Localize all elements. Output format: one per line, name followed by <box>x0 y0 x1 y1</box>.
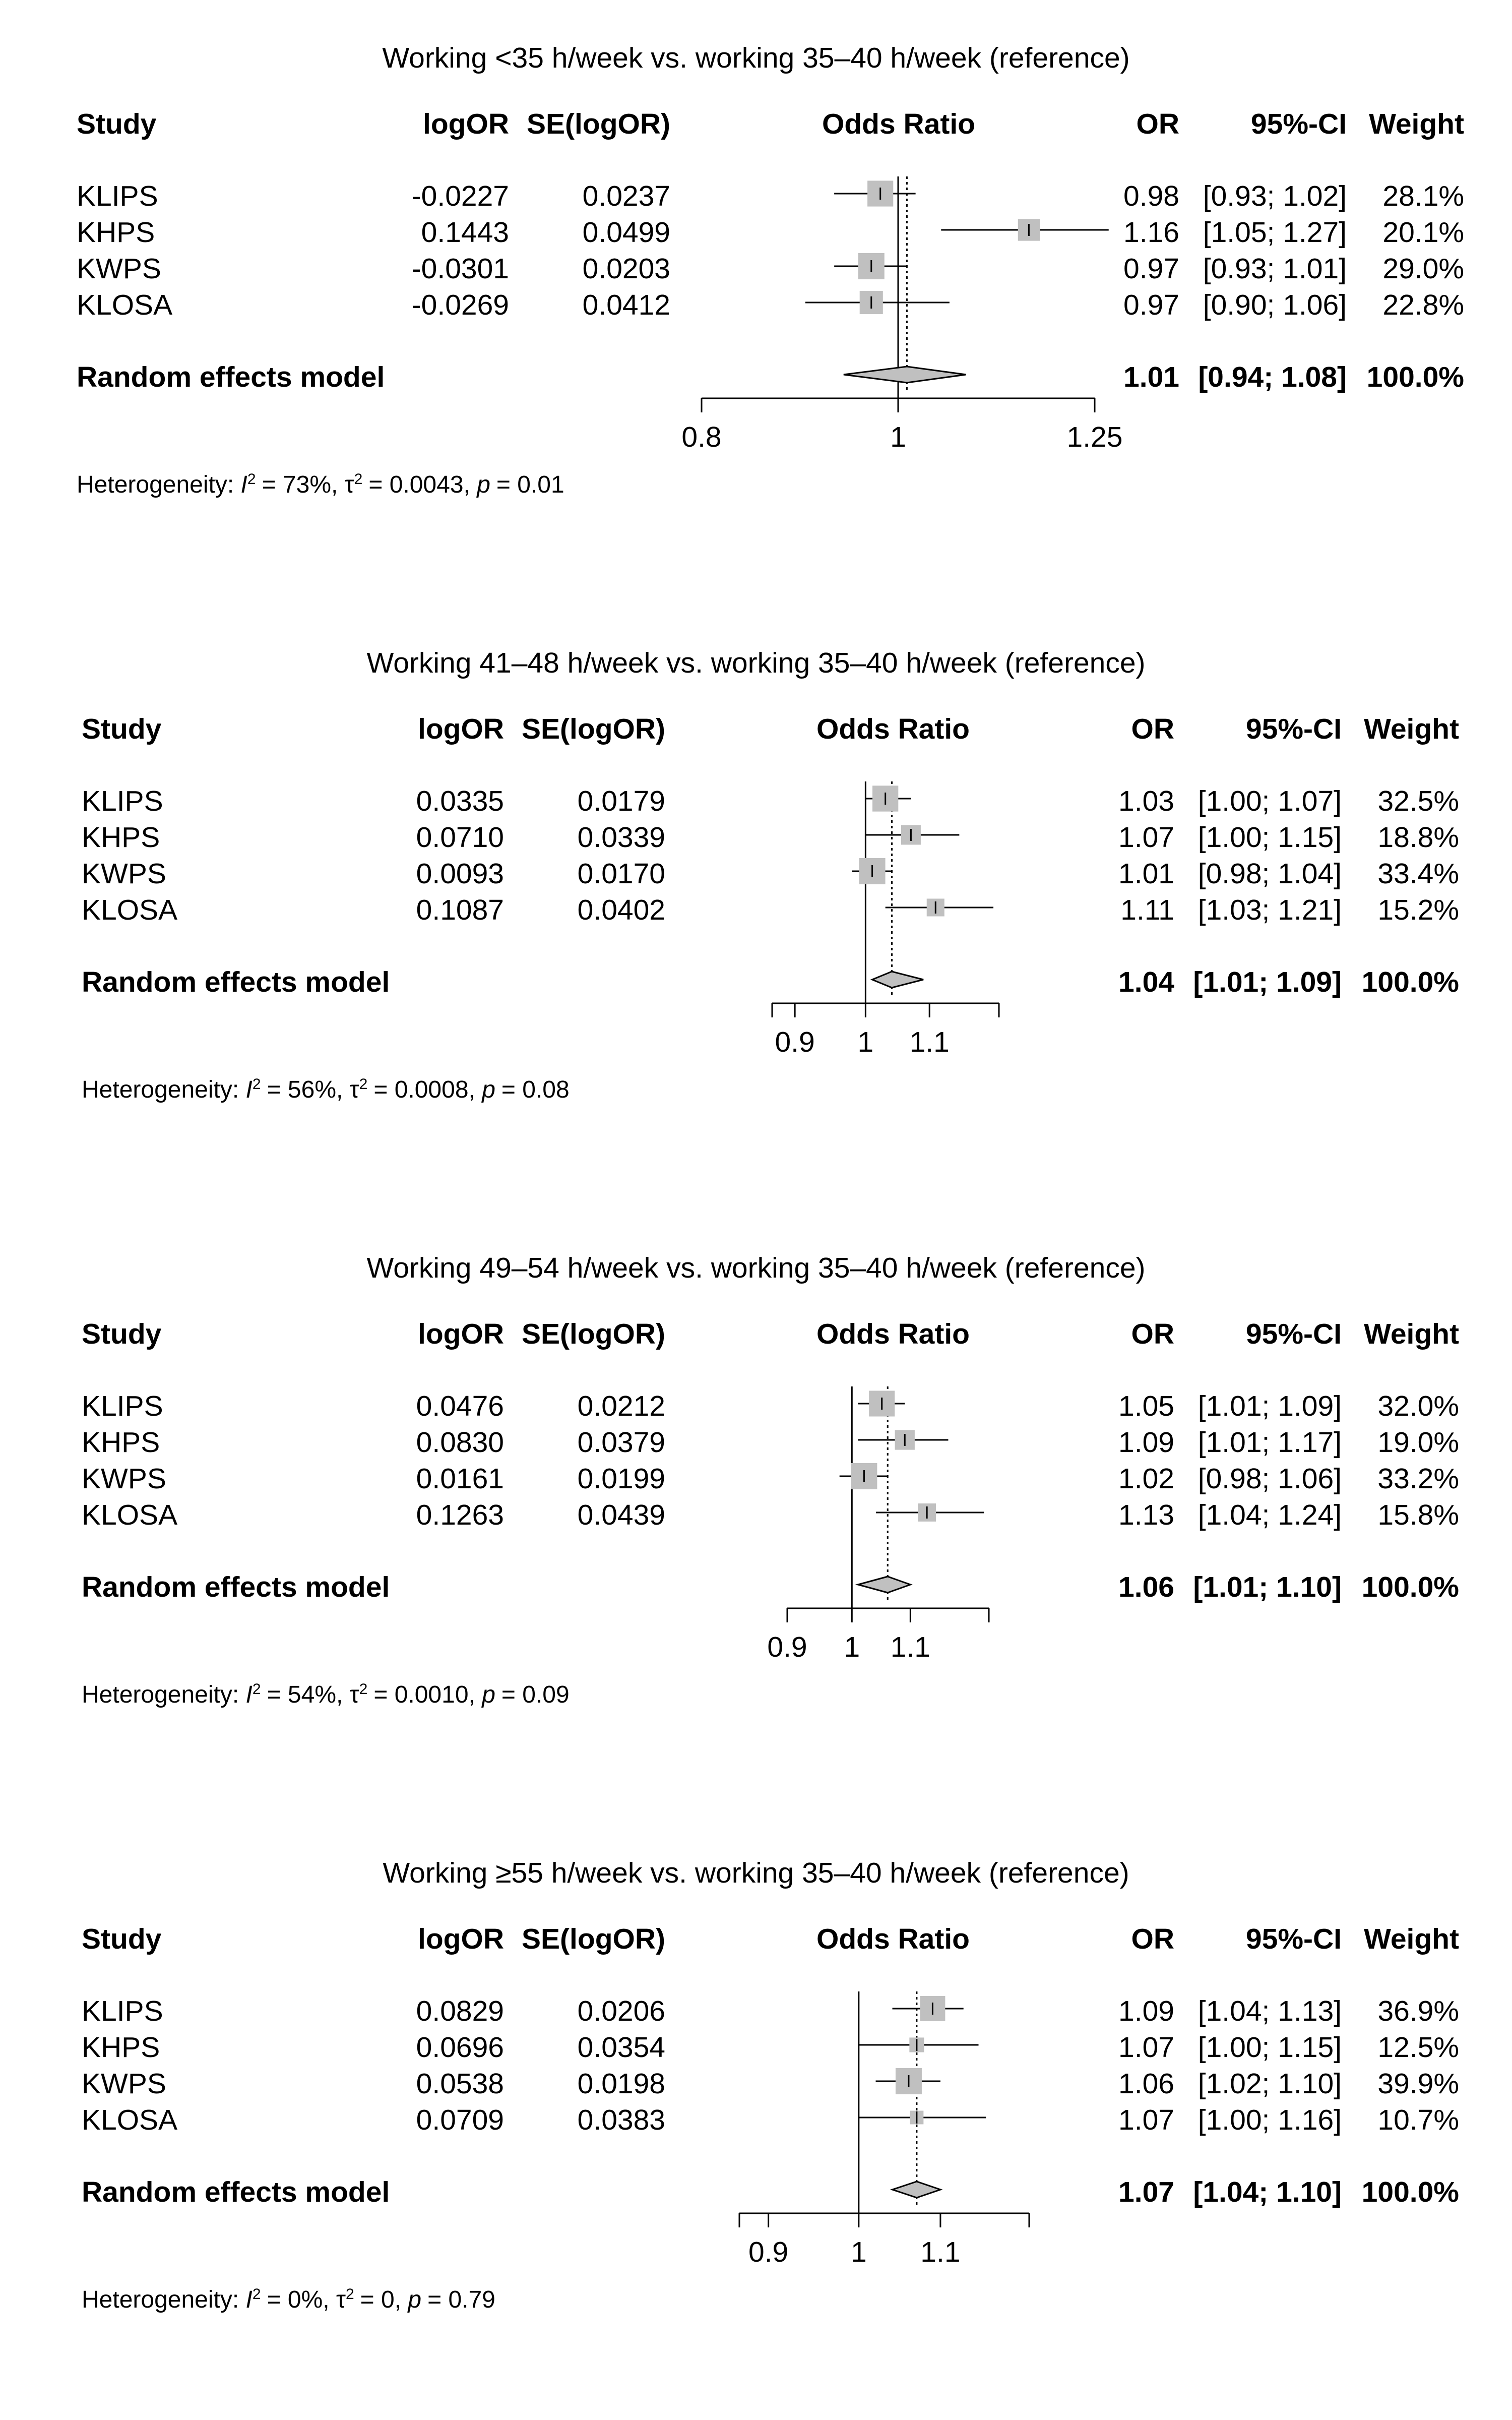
heterogeneity-prefix: Heterogeneity: <box>77 471 241 498</box>
study-ci: [1.02; 1.10] <box>1198 2068 1342 2100</box>
i-squared-value: = 56%, <box>267 1076 350 1103</box>
header-study: Study <box>82 1318 162 1350</box>
header-or: OR <box>1131 713 1174 745</box>
study-or: 1.03 <box>1118 785 1174 817</box>
header-se: SE(logOR) <box>522 713 665 745</box>
study-se: 0.0499 <box>582 216 670 249</box>
header-se: SE(logOR) <box>522 1318 665 1350</box>
study-se: 0.0379 <box>577 1426 665 1459</box>
i-squared-symbol: I <box>245 2286 253 2313</box>
study-logor: 0.0093 <box>416 858 504 890</box>
study-logor: 0.0335 <box>416 785 504 817</box>
header-logor: logOR <box>418 1923 504 1955</box>
superscript-2: 2 <box>345 2286 354 2303</box>
study-or: 1.11 <box>1120 894 1174 926</box>
superscript-2: 2 <box>247 471 256 488</box>
i-squared-value: = 73%, <box>262 471 345 498</box>
panel-title: Working 41–48 h/week vs. working 35–40 h/week (reference) <box>366 647 1146 679</box>
study-weight: 15.8% <box>1377 1499 1459 1531</box>
pooled-diamond <box>872 972 923 988</box>
pooled-ci: [0.94; 1.08] <box>1198 361 1347 393</box>
study-or: 0.97 <box>1123 289 1179 321</box>
heterogeneity-prefix: Heterogeneity: <box>82 1076 246 1103</box>
x-tick-label: 1.25 <box>1066 421 1123 453</box>
header-odds-ratio: Odds Ratio <box>816 1923 970 1955</box>
superscript-2: 2 <box>252 1681 261 1698</box>
pooled-or: 1.01 <box>1123 361 1179 393</box>
i-squared-value: = 0%, <box>267 2286 336 2313</box>
tau-symbol: τ <box>349 1681 359 1708</box>
study-name: KHPS <box>77 216 155 249</box>
superscript-2: 2 <box>354 471 363 488</box>
study-weight: 18.8% <box>1377 821 1459 854</box>
study-logor: -0.0301 <box>411 253 509 285</box>
study-logor: 0.1087 <box>416 894 504 926</box>
header-logor: logOR <box>418 1318 504 1350</box>
study-se: 0.0199 <box>577 1463 665 1495</box>
p-symbol: p <box>477 471 490 498</box>
study-ci: [0.93; 1.01] <box>1203 253 1347 285</box>
pooled-label: Random effects model <box>82 2176 390 2208</box>
study-logor: -0.0227 <box>411 180 509 212</box>
i-squared-symbol: I <box>245 1681 253 1708</box>
pooled-ci: [1.01; 1.09] <box>1193 966 1342 998</box>
x-tick-label: 0.9 <box>767 1631 807 1663</box>
header-weight: Weight <box>1364 1318 1459 1350</box>
forest-plot-area <box>0 605 1512 1210</box>
study-name: KLIPS <box>82 785 163 817</box>
study-ci: [0.93; 1.02] <box>1203 180 1347 212</box>
header-logor: logOR <box>418 713 504 745</box>
forest-panel-1 <box>0 0 1512 605</box>
study-weight: 12.5% <box>1377 2031 1459 2064</box>
study-name: KWPS <box>82 2068 166 2100</box>
study-ci: [1.01; 1.17] <box>1198 1426 1342 1459</box>
tau-squared-value: = 0.0043, <box>368 471 477 498</box>
study-or: 1.07 <box>1118 2104 1174 2136</box>
study-or: 1.02 <box>1118 1463 1174 1495</box>
study-se: 0.0212 <box>577 1390 665 1422</box>
study-weight: 33.2% <box>1377 1463 1459 1495</box>
tau-symbol: τ <box>336 2286 346 2313</box>
study-weight: 36.9% <box>1377 1995 1459 2027</box>
tau-squared-value: = 0, <box>360 2286 408 2313</box>
study-ci: [1.00; 1.16] <box>1198 2104 1342 2136</box>
x-tick-label: 1.1 <box>890 1631 930 1663</box>
p-value: = 0.08 <box>501 1076 570 1103</box>
pooled-weight: 100.0% <box>1361 966 1459 998</box>
study-weight: 32.0% <box>1377 1390 1459 1422</box>
forest-plot-area <box>0 1210 1512 1815</box>
study-se: 0.0439 <box>577 1499 665 1531</box>
tau-squared-value: = 0.0010, <box>373 1681 482 1708</box>
study-name: KLOSA <box>82 2104 178 2136</box>
study-ci: [0.98; 1.04] <box>1198 858 1342 890</box>
study-or: 1.07 <box>1118 2031 1174 2064</box>
tau-symbol: τ <box>344 471 354 498</box>
x-tick-label: 1 <box>857 1026 874 1058</box>
x-tick-label: 1 <box>844 1631 860 1663</box>
study-logor: 0.0161 <box>416 1463 504 1495</box>
header-ci: 95%-CI <box>1245 713 1342 745</box>
superscript-2: 2 <box>252 2286 261 2303</box>
header-weight: Weight <box>1364 713 1459 745</box>
study-se: 0.0179 <box>577 785 665 817</box>
study-name: KLOSA <box>77 289 173 321</box>
study-se: 0.0412 <box>582 289 670 321</box>
study-logor: 0.0710 <box>416 821 504 854</box>
x-tick-label: 0.9 <box>775 1026 815 1058</box>
study-weight: 33.4% <box>1377 858 1459 890</box>
i-squared-symbol: I <box>245 1076 253 1103</box>
study-or: 1.06 <box>1118 2068 1174 2100</box>
study-logor: 0.1263 <box>416 1499 504 1531</box>
study-name: KWPS <box>82 858 166 890</box>
superscript-2: 2 <box>359 1681 368 1698</box>
study-or: 1.13 <box>1118 1499 1174 1531</box>
pooled-weight: 100.0% <box>1361 1571 1459 1603</box>
study-weight: 19.0% <box>1377 1426 1459 1459</box>
study-ci: [1.00; 1.15] <box>1198 821 1342 854</box>
forest-plot-area <box>0 0 1512 605</box>
study-name: KHPS <box>82 2031 160 2064</box>
header-logor: logOR <box>423 108 509 140</box>
p-symbol: p <box>482 1076 495 1103</box>
p-value: = 0.01 <box>496 471 564 498</box>
p-symbol: p <box>408 2286 422 2313</box>
study-weight: 28.1% <box>1382 180 1464 212</box>
x-tick-label: 1.1 <box>909 1026 950 1058</box>
i-squared-value: = 54%, <box>267 1681 350 1708</box>
header-study: Study <box>82 713 162 745</box>
i-squared-symbol: I <box>240 471 247 498</box>
header-study: Study <box>82 1923 162 1955</box>
study-ci: [1.04; 1.24] <box>1198 1499 1342 1531</box>
pooled-weight: 100.0% <box>1366 361 1464 393</box>
header-odds-ratio: Odds Ratio <box>816 1318 970 1350</box>
study-name: KHPS <box>82 1426 160 1459</box>
tau-symbol: τ <box>349 1076 359 1103</box>
pooled-ci: [1.01; 1.10] <box>1193 1571 1342 1603</box>
study-ci: [1.00; 1.07] <box>1198 785 1342 817</box>
header-or: OR <box>1131 1318 1174 1350</box>
study-or: 1.09 <box>1118 1426 1174 1459</box>
study-se: 0.0170 <box>577 858 665 890</box>
pooled-ci: [1.04; 1.10] <box>1193 2176 1342 2208</box>
forest-plot-area <box>0 1815 1512 2420</box>
study-logor: 0.0696 <box>416 2031 504 2064</box>
pooled-label: Random effects model <box>82 1571 390 1603</box>
study-weight: 29.0% <box>1382 253 1464 285</box>
p-value: = 0.09 <box>501 1681 570 1708</box>
study-logor: 0.0476 <box>416 1390 504 1422</box>
header-odds-ratio: Odds Ratio <box>816 713 970 745</box>
header-ci: 95%-CI <box>1250 108 1347 140</box>
header-or: OR <box>1131 1923 1174 1955</box>
study-logor: 0.0829 <box>416 1995 504 2027</box>
study-ci: [1.04; 1.13] <box>1198 1995 1342 2027</box>
heterogeneity-prefix: Heterogeneity: <box>82 2286 246 2313</box>
study-ci: [1.05; 1.27] <box>1203 216 1347 249</box>
study-se: 0.0237 <box>582 180 670 212</box>
study-ci: [0.90; 1.06] <box>1203 289 1347 321</box>
p-symbol: p <box>482 1681 495 1708</box>
study-ci: [0.98; 1.06] <box>1198 1463 1342 1495</box>
study-weight: 39.9% <box>1377 2068 1459 2100</box>
study-name: KLOSA <box>82 1499 178 1531</box>
x-tick-label: 1 <box>890 421 906 453</box>
p-value: = 0.79 <box>427 2286 495 2313</box>
study-ci: [1.00; 1.15] <box>1198 2031 1342 2064</box>
study-or: 1.16 <box>1123 216 1179 249</box>
header-study: Study <box>77 108 157 140</box>
panel-title: Working 49–54 h/week vs. working 35–40 h/week (reference) <box>366 1252 1146 1284</box>
study-se: 0.0198 <box>577 2068 665 2100</box>
header-weight: Weight <box>1364 1923 1459 1955</box>
study-name: KWPS <box>82 1463 166 1495</box>
heterogeneity-prefix: Heterogeneity: <box>82 1681 246 1708</box>
study-logor: 0.0538 <box>416 2068 504 2100</box>
superscript-2: 2 <box>252 1076 261 1093</box>
study-or: 1.01 <box>1118 858 1174 890</box>
study-name: KLIPS <box>82 1390 163 1422</box>
x-tick-label: 1 <box>850 2236 867 2268</box>
study-name: KLOSA <box>82 894 178 926</box>
study-weight: 20.1% <box>1382 216 1464 249</box>
study-weight: 22.8% <box>1382 289 1464 321</box>
study-logor: 0.0709 <box>416 2104 504 2136</box>
study-name: KWPS <box>77 253 161 285</box>
study-weight: 32.5% <box>1377 785 1459 817</box>
pooled-or: 1.07 <box>1118 2176 1174 2208</box>
header-ci: 95%-CI <box>1245 1318 1342 1350</box>
pooled-or: 1.04 <box>1118 966 1174 998</box>
pooled-diamond <box>844 367 966 383</box>
tau-squared-value: = 0.0008, <box>373 1076 482 1103</box>
study-or: 0.97 <box>1123 253 1179 285</box>
pooled-or: 1.06 <box>1118 1571 1174 1603</box>
x-tick-label: 1.1 <box>920 2236 961 2268</box>
study-se: 0.0354 <box>577 2031 665 2064</box>
study-logor: 0.0830 <box>416 1426 504 1459</box>
study-ci: [1.03; 1.21] <box>1198 894 1342 926</box>
forest-panel-2 <box>0 605 1512 1210</box>
study-se: 0.0383 <box>577 2104 665 2136</box>
study-logor: 0.1443 <box>421 216 509 249</box>
pooled-diamond <box>858 1577 910 1593</box>
study-se: 0.0402 <box>577 894 665 926</box>
study-name: KLIPS <box>77 180 158 212</box>
pooled-label: Random effects model <box>82 966 390 998</box>
study-or: 1.07 <box>1118 821 1174 854</box>
study-weight: 10.7% <box>1377 2104 1459 2136</box>
pooled-label: Random effects model <box>77 361 385 393</box>
x-tick-label: 0.9 <box>748 2236 789 2268</box>
study-se: 0.0203 <box>582 253 670 285</box>
study-se: 0.0206 <box>577 1995 665 2027</box>
header-se: SE(logOR) <box>522 1923 665 1955</box>
study-or: 0.98 <box>1123 180 1179 212</box>
header-weight: Weight <box>1369 108 1464 140</box>
superscript-2: 2 <box>359 1076 368 1093</box>
forest-panel-3 <box>0 1210 1512 1815</box>
x-tick-label: 0.8 <box>681 421 722 453</box>
study-name: KLIPS <box>82 1995 163 2027</box>
study-weight: 15.2% <box>1377 894 1459 926</box>
study-or: 1.09 <box>1118 1995 1174 2027</box>
panel-title: Working <35 h/week vs. working 35–40 h/week (reference) <box>382 42 1130 74</box>
study-name: KHPS <box>82 821 160 854</box>
panel-title: Working ≥55 h/week vs. working 35–40 h/week (reference) <box>383 1857 1129 1889</box>
header-or: OR <box>1136 108 1179 140</box>
header-se: SE(logOR) <box>527 108 670 140</box>
study-ci: [1.01; 1.09] <box>1198 1390 1342 1422</box>
header-odds-ratio: Odds Ratio <box>822 108 975 140</box>
study-logor: -0.0269 <box>411 289 509 321</box>
forest-panel-4 <box>0 1815 1512 2420</box>
pooled-diamond <box>893 2182 940 2198</box>
study-or: 1.05 <box>1118 1390 1174 1422</box>
pooled-weight: 100.0% <box>1361 2176 1459 2208</box>
header-ci: 95%-CI <box>1245 1923 1342 1955</box>
study-se: 0.0339 <box>577 821 665 854</box>
